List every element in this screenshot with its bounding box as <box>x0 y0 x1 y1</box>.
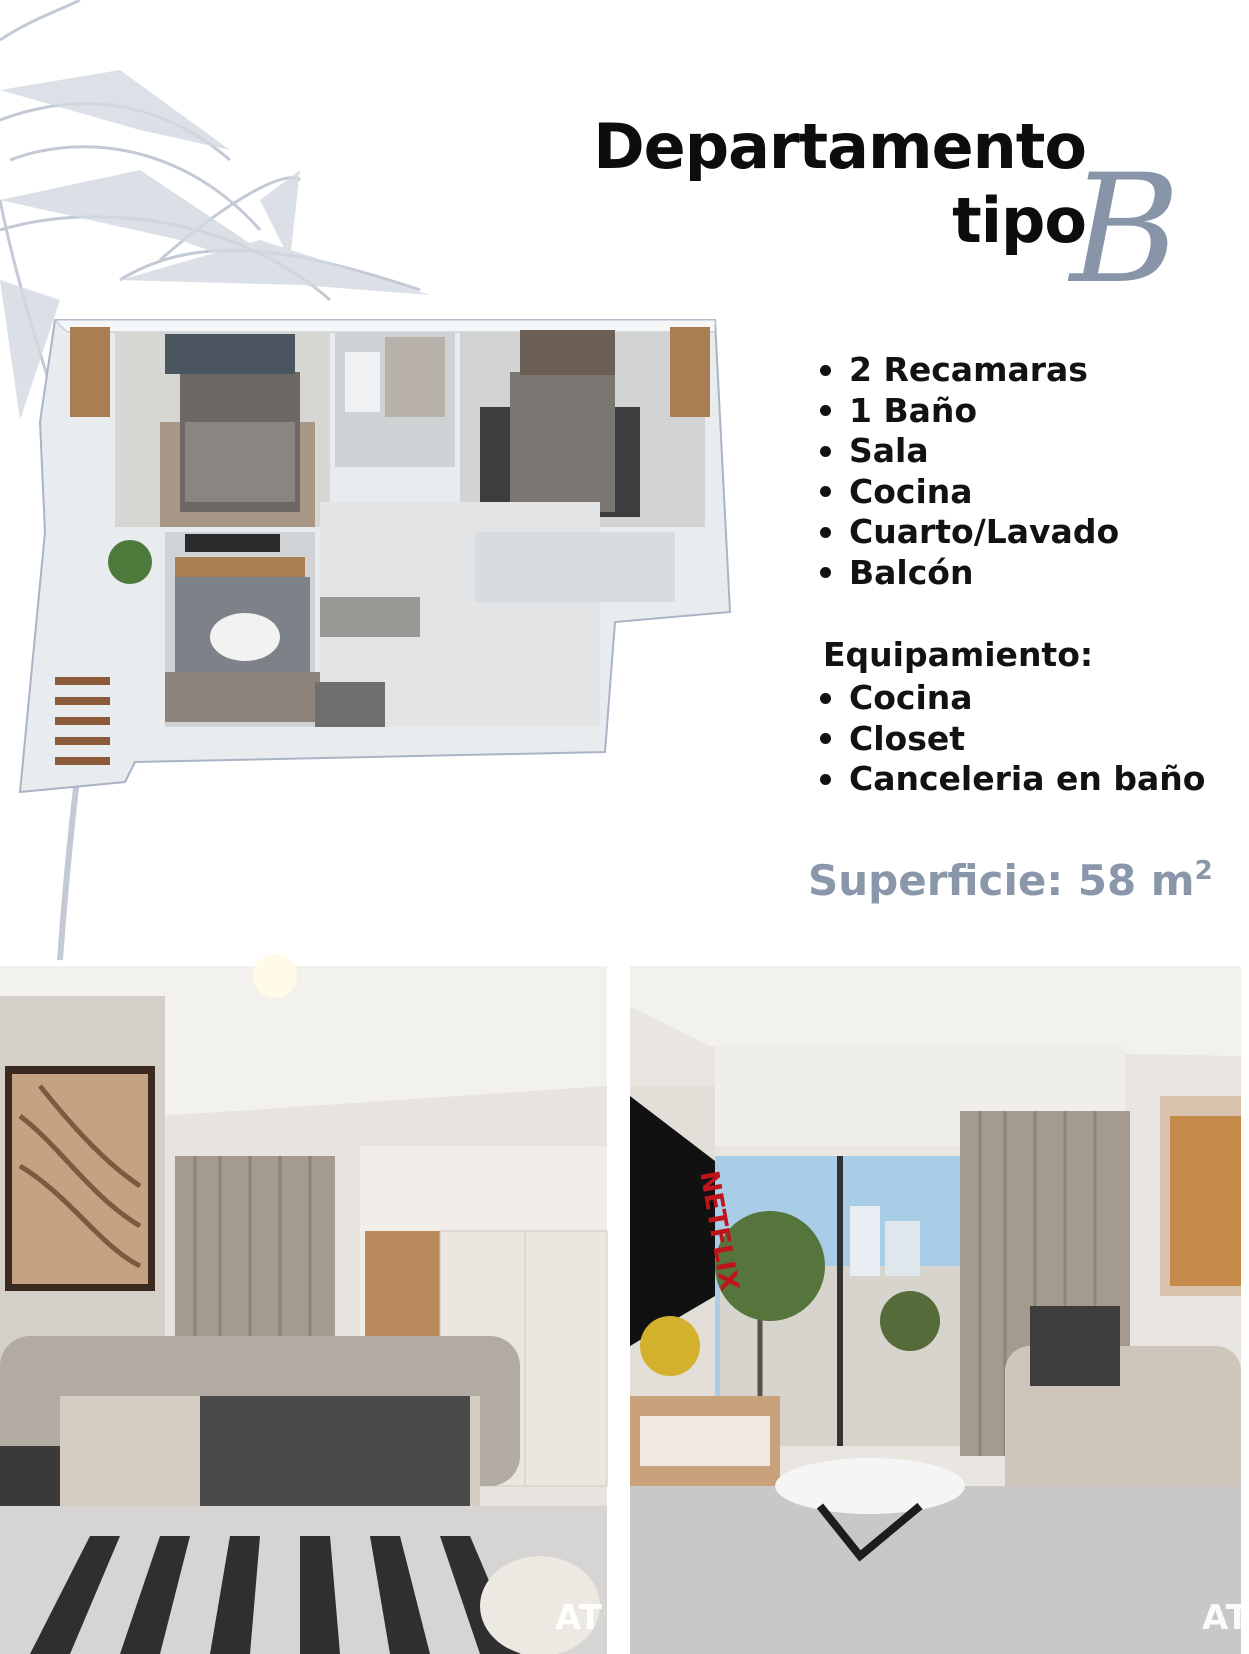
page-title <box>593 110 1086 258</box>
bullet-icon <box>820 486 831 497</box>
list-item: Cocina <box>818 472 1218 513</box>
title-line-1: Departamento <box>593 110 1086 183</box>
equipment-title: Equipamiento: <box>823 635 1094 674</box>
equipment-list <box>818 678 1218 800</box>
list-item: Sala <box>818 431 1218 472</box>
tv-screen-logo: NETFLIX <box>693 1168 744 1294</box>
brand-watermark: AT <box>1202 1598 1249 1638</box>
list-item: 2 Recamaras <box>818 350 1218 391</box>
floor-plan-render <box>15 312 785 832</box>
bullet-icon <box>820 365 831 376</box>
features-panel <box>818 350 1218 800</box>
list-item: Cuarto/Lavado <box>818 512 1218 553</box>
list-item: Cocina <box>818 678 1218 719</box>
bedroom-photo <box>0 966 607 1654</box>
bullet-icon <box>820 405 831 416</box>
surface-label: Superficie: 58 m <box>808 856 1195 905</box>
bullet-icon <box>820 733 831 744</box>
brand-watermark: AT <box>555 1598 602 1638</box>
surface-area <box>808 856 1213 905</box>
bullet-icon <box>820 774 831 785</box>
list-item: 1 Baño <box>818 391 1218 432</box>
bullet-icon <box>820 567 831 578</box>
list-item: Balcón <box>818 553 1218 594</box>
bullet-icon <box>820 693 831 704</box>
title-line-2: tipo <box>952 184 1086 257</box>
living-room-photo <box>630 966 1249 1654</box>
surface-unit-exponent: 2 <box>1194 856 1213 886</box>
type-letter: B <box>1070 143 1181 317</box>
list-item: Closet <box>818 719 1218 760</box>
features-list <box>818 350 1218 593</box>
bullet-icon <box>820 527 831 538</box>
list-item: Canceleria en baño <box>818 759 1218 800</box>
bullet-icon <box>820 446 831 457</box>
